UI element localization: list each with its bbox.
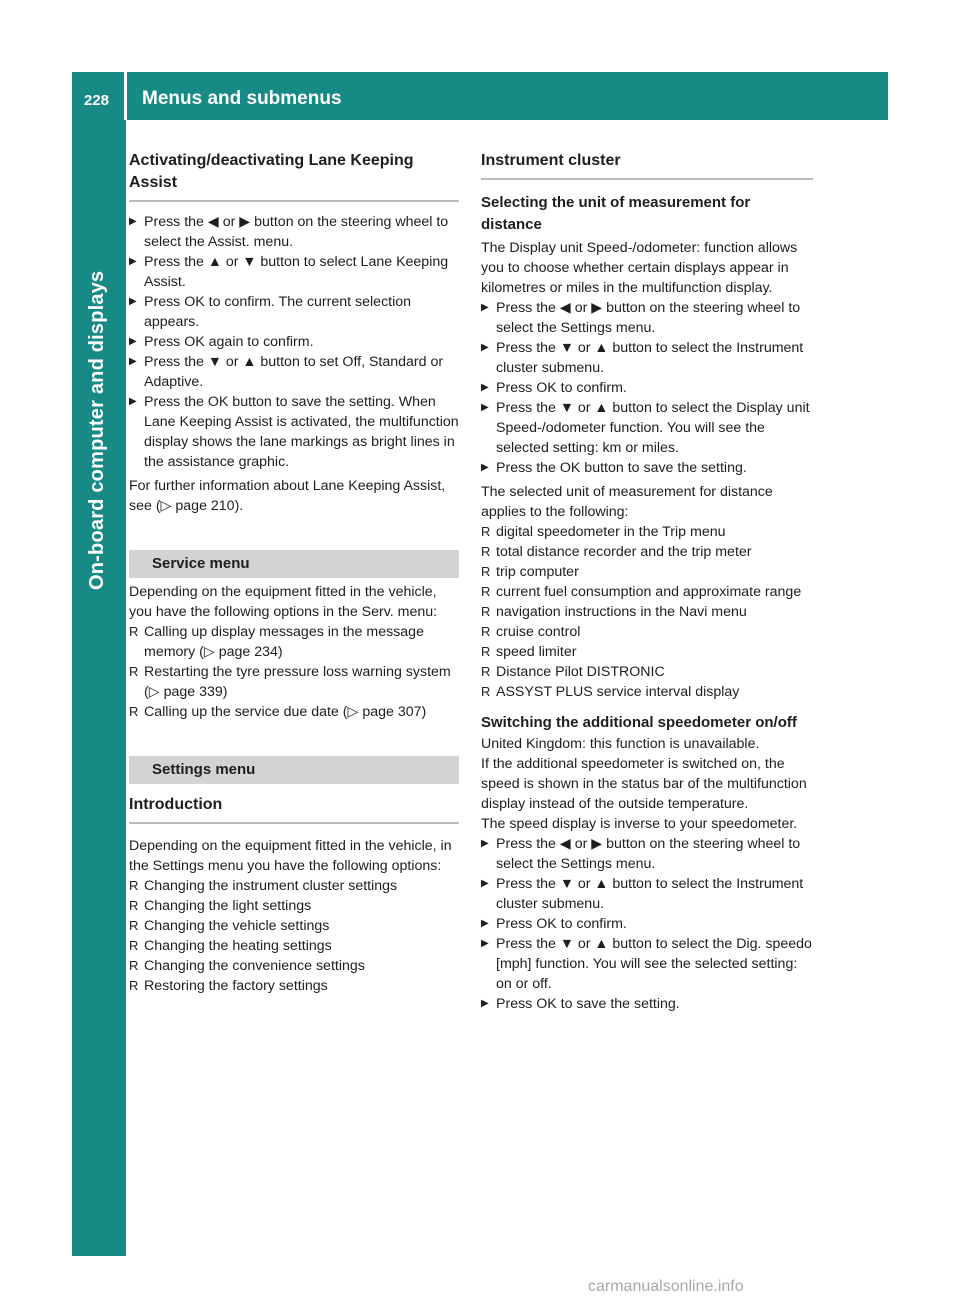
list-item: R digital speedometer in the Trip menu [481, 522, 813, 542]
list-item: R Restoring the factory settings [129, 976, 459, 996]
list-item: R current fuel consumption and approximate range [481, 582, 813, 602]
list-item: ▶ Press OK to confirm. The current selection appears. [129, 292, 459, 332]
list-item: R Changing the heating settings [129, 936, 459, 956]
page-number: 228 [84, 92, 110, 109]
header-divider [124, 72, 127, 120]
watermark: carmanualsonline.info [588, 1278, 744, 1295]
page-title: Menus and submenus [142, 88, 342, 109]
list-item: ▶ Press the ◀ or ▶ button on the steering wheel to select the Assist. menu. [129, 212, 459, 252]
speedo-paragraph: United Kingdom: this function is unavailable. [481, 736, 760, 752]
list-item: R trip computer [481, 562, 813, 582]
list-item: R Restarting the tyre pressure loss warning system (▷ page 339) [129, 662, 459, 702]
list-item: ▶ Press the ▼ or ▲ button to select the Dig. speedo [mph] function. You will see the selected setting: on or off. [481, 934, 813, 994]
speedometer-heading: Switching the additional speedometer on/off [481, 714, 797, 731]
unit-intro: The Display unit Speed-/odometer: function allows you to choose whether certain displays appear in kilometres or miles in the multifunction display. [481, 240, 798, 296]
unit-applies: The selected unit of measurement for distance applies to the following: [481, 484, 773, 520]
lane-keeping-heading: Activating/deactivating Lane Keeping Assist [129, 150, 459, 202]
list-item: ▶ Press the OK button to save the setting. When Lane Keeping Assist is activated, the multifunction display shows the lane markings as bright lines in the assistance graphic. [129, 392, 459, 472]
list-item: ▶ Press OK to save the setting. [481, 994, 813, 1014]
list-item: ▶ Press the ◀ or ▶ button on the steering wheel to select the Settings menu. [481, 298, 813, 338]
left-column [129, 150, 459, 996]
settings-intro: Depending on the equipment fitted in the vehicle, in the Settings menu you have the following options: [129, 838, 452, 874]
list-item: R Calling up display messages in the message memory (▷ page 234) [129, 622, 459, 662]
introduction-heading: Introduction [129, 794, 459, 824]
list-item: R Changing the instrument cluster settings [129, 876, 459, 896]
list-item: R navigation instructions in the Navi menu [481, 602, 813, 622]
unit-heading: Selecting the unit of measurement for distance [481, 194, 751, 233]
speedo-paragraph: The speed display is inverse to your speedometer. [481, 816, 798, 832]
service-intro: Depending on the equipment fitted in the vehicle, you have the following options in the Serv. menu: [129, 584, 438, 620]
list-item: R Changing the light settings [129, 896, 459, 916]
settings-menu-band: Settings menu [129, 756, 459, 784]
service-menu-band: Service menu [129, 550, 459, 578]
list-item: ▶ Press the ▼ or ▲ button to set Off, Standard or Adaptive. [129, 352, 459, 392]
list-item: ▶ Press the ▼ or ▲ button to select the Display unit Speed-/odometer function. You will see the selected setting: km or miles. [481, 398, 813, 458]
list-item: ▶ Press the ◀ or ▶ button on the steering wheel to select the Settings menu. [481, 834, 813, 874]
list-item: ▶ Press the ▲ or ▼ button to select Lane Keeping Assist. [129, 252, 459, 292]
list-item: R Calling up the service due date (▷ page 307) [129, 702, 459, 722]
list-item: R total distance recorder and the trip meter [481, 542, 813, 562]
list-item: R ASSYST PLUS service interval display [481, 682, 813, 702]
list-item: ▶ Press OK to confirm. [481, 914, 813, 934]
instrument-cluster-heading: Instrument cluster [481, 150, 813, 180]
list-item: ▶ Press OK again to confirm. [129, 332, 459, 352]
right-column [481, 150, 813, 1014]
list-item: R Distance Pilot DISTRONIC [481, 662, 813, 682]
list-item: ▶ Press OK to confirm. [481, 378, 813, 398]
list-item: R speed limiter [481, 642, 813, 662]
lane-steps [129, 212, 459, 472]
list-item: R Changing the vehicle settings [129, 916, 459, 936]
lane-note: For further information about Lane Keeping Assist, see (▷ page 210). [129, 478, 446, 514]
list-item: R Changing the convenience settings [129, 956, 459, 976]
speedo-paragraph: If the additional speedometer is switched on, the speed is shown in the status bar of the multifunction display instead of the outside temperature. [481, 756, 807, 812]
list-item: R cruise control [481, 622, 813, 642]
chapter-label: On-board computer and displays [86, 270, 108, 590]
list-item: ▶ Press the ▼ or ▲ button to select the Instrument cluster submenu. [481, 338, 813, 378]
list-item: ▶ Press the ▼ or ▲ button to select the Instrument cluster submenu. [481, 874, 813, 914]
list-item: ▶ Press the OK button to save the setting. [481, 458, 813, 478]
